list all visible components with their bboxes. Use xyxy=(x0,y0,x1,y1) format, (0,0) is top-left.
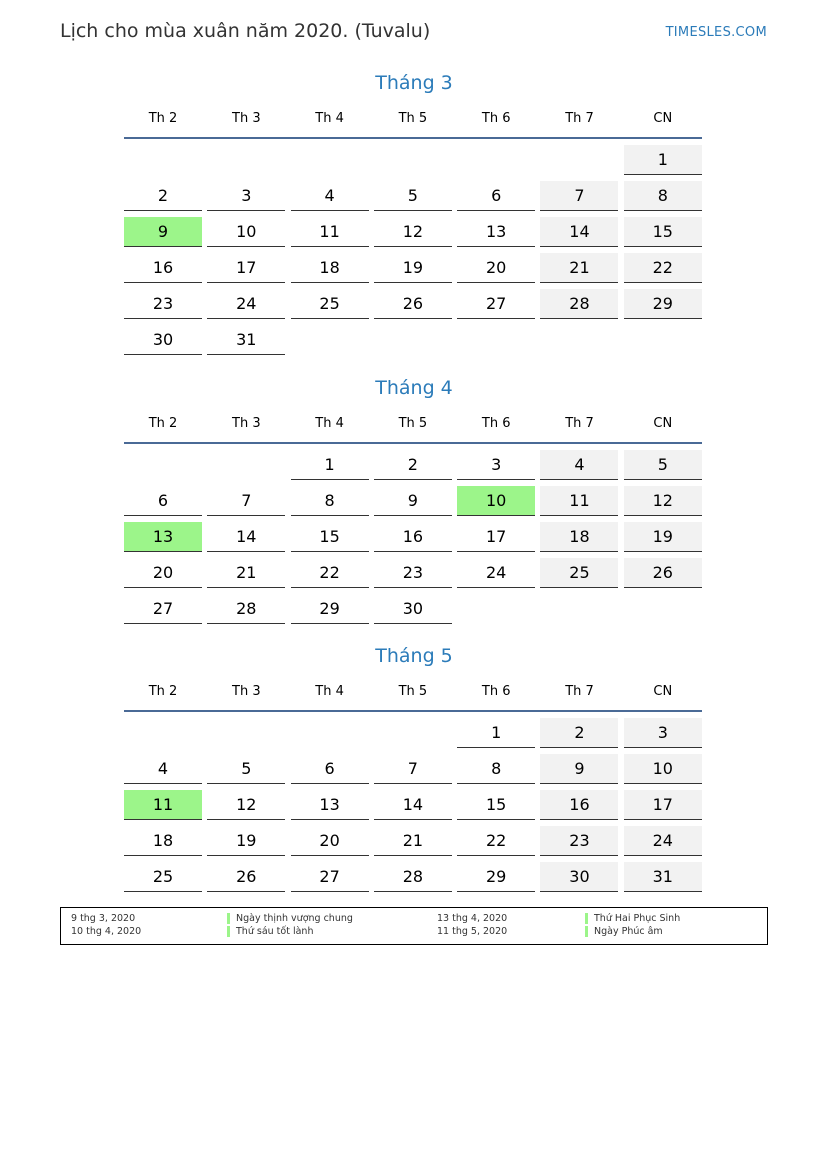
day-grid xyxy=(124,145,704,355)
day-cell: 5 xyxy=(374,181,452,211)
day-cell: 26 xyxy=(374,289,452,319)
day-cell: 18 xyxy=(124,826,202,856)
holiday-day-cell: 9 xyxy=(124,217,202,247)
day-cell: 31 xyxy=(624,862,702,892)
legend-date: 13 thg 4, 2020 xyxy=(437,913,508,924)
day-cell: 5 xyxy=(624,450,702,480)
month-calendar xyxy=(124,641,704,892)
empty-cell xyxy=(457,145,535,175)
day-cell: 21 xyxy=(540,253,618,283)
weekday-label: Th 5 xyxy=(398,684,428,699)
empty-cell xyxy=(540,145,618,175)
weekday-label: Th 2 xyxy=(148,684,178,699)
day-cell: 8 xyxy=(457,754,535,784)
empty-cell xyxy=(124,718,202,748)
day-cell: 1 xyxy=(291,450,369,480)
empty-cell xyxy=(124,450,202,480)
weekday-label: Th 4 xyxy=(315,416,344,431)
day-cell: 7 xyxy=(540,181,618,211)
day-cell: 16 xyxy=(124,253,202,283)
holiday-legend xyxy=(60,907,768,945)
day-cell: 3 xyxy=(207,181,285,211)
month-title: Tháng 4 xyxy=(375,377,453,399)
day-cell: 16 xyxy=(540,790,618,820)
weekday-label: Th 7 xyxy=(565,111,594,126)
day-cell: 16 xyxy=(374,522,452,552)
day-cell: 30 xyxy=(540,862,618,892)
day-cell: 20 xyxy=(457,253,535,283)
day-cell: 3 xyxy=(457,450,535,480)
day-cell: 27 xyxy=(291,862,369,892)
day-cell: 12 xyxy=(207,790,285,820)
day-cell: 23 xyxy=(124,289,202,319)
day-cell: 15 xyxy=(624,217,702,247)
day-cell: 2 xyxy=(124,181,202,211)
day-cell: 22 xyxy=(457,826,535,856)
day-cell: 19 xyxy=(374,253,452,283)
day-grid xyxy=(124,450,704,624)
weekday-label: Th 7 xyxy=(565,416,594,431)
day-cell: 22 xyxy=(291,558,369,588)
legend-name: Ngày Phúc âm xyxy=(585,926,663,937)
day-cell: 28 xyxy=(374,862,452,892)
day-cell: 6 xyxy=(291,754,369,784)
empty-cell xyxy=(291,718,369,748)
weekday-label: CN xyxy=(653,684,673,699)
day-cell: 18 xyxy=(291,253,369,283)
day-cell: 1 xyxy=(624,145,702,175)
day-cell: 8 xyxy=(291,486,369,516)
weekday-header xyxy=(124,104,704,134)
day-cell: 4 xyxy=(124,754,202,784)
day-cell: 9 xyxy=(540,754,618,784)
weekday-label: Th 4 xyxy=(315,684,344,699)
day-cell: 3 xyxy=(624,718,702,748)
day-cell: 14 xyxy=(207,522,285,552)
day-cell: 22 xyxy=(624,253,702,283)
holiday-day-cell: 13 xyxy=(124,522,202,552)
brand-link[interactable]: TIMESLES.COM xyxy=(665,25,767,40)
weekday-label: CN xyxy=(653,416,673,431)
weekday-label: Th 3 xyxy=(232,111,261,126)
weekday-label: Th 2 xyxy=(148,416,178,431)
day-cell: 10 xyxy=(624,754,702,784)
day-cell: 6 xyxy=(457,181,535,211)
day-cell: 28 xyxy=(540,289,618,319)
day-cell: 12 xyxy=(624,486,702,516)
empty-cell xyxy=(374,718,452,748)
weekday-label: CN xyxy=(653,111,673,126)
day-cell: 17 xyxy=(624,790,702,820)
day-cell: 19 xyxy=(207,826,285,856)
holiday-day-cell: 11 xyxy=(124,790,202,820)
day-cell: 29 xyxy=(457,862,535,892)
day-cell: 27 xyxy=(124,594,202,624)
weekday-label: Th 5 xyxy=(398,111,428,126)
empty-cell xyxy=(291,145,369,175)
day-cell: 24 xyxy=(457,558,535,588)
month-calendar xyxy=(124,373,704,624)
day-cell: 28 xyxy=(207,594,285,624)
weekday-header xyxy=(124,677,704,707)
day-cell: 30 xyxy=(124,325,202,355)
legend-date: 9 thg 3, 2020 xyxy=(71,913,136,924)
day-cell: 17 xyxy=(457,522,535,552)
day-cell: 1 xyxy=(457,718,535,748)
day-cell: 31 xyxy=(207,325,285,355)
day-cell: 17 xyxy=(207,253,285,283)
day-cell: 11 xyxy=(291,217,369,247)
day-cell: 7 xyxy=(374,754,452,784)
day-cell: 25 xyxy=(291,289,369,319)
day-cell: 30 xyxy=(374,594,452,624)
weekday-label: Th 3 xyxy=(232,416,261,431)
day-cell: 5 xyxy=(207,754,285,784)
legend-name: Ngày thịnh vượng chung xyxy=(227,913,353,924)
day-cell: 2 xyxy=(374,450,452,480)
weekday-label: Th 7 xyxy=(565,684,594,699)
day-cell: 27 xyxy=(457,289,535,319)
empty-cell xyxy=(124,145,202,175)
page-title: Lịch cho mùa xuân năm 2020. (Tuvalu) xyxy=(60,20,431,42)
day-cell: 24 xyxy=(624,826,702,856)
month-calendar xyxy=(124,68,704,355)
day-cell: 12 xyxy=(374,217,452,247)
day-cell: 19 xyxy=(624,522,702,552)
day-cell: 10 xyxy=(207,217,285,247)
month-title: Tháng 5 xyxy=(375,645,453,667)
day-cell: 15 xyxy=(457,790,535,820)
day-cell: 9 xyxy=(374,486,452,516)
day-cell: 21 xyxy=(374,826,452,856)
day-cell: 26 xyxy=(624,558,702,588)
day-cell: 29 xyxy=(291,594,369,624)
day-cell: 21 xyxy=(207,558,285,588)
empty-cell xyxy=(207,450,285,480)
day-cell: 25 xyxy=(124,862,202,892)
weekday-label: Th 5 xyxy=(398,416,428,431)
day-cell: 13 xyxy=(457,217,535,247)
holiday-day-cell: 10 xyxy=(457,486,535,516)
day-cell: 13 xyxy=(291,790,369,820)
header-divider xyxy=(124,137,702,139)
day-cell: 8 xyxy=(624,181,702,211)
day-cell: 7 xyxy=(207,486,285,516)
legend-date: 10 thg 4, 2020 xyxy=(71,926,142,937)
header-divider xyxy=(124,442,702,444)
day-cell: 29 xyxy=(624,289,702,319)
day-cell: 23 xyxy=(540,826,618,856)
weekday-header xyxy=(124,409,704,439)
header-divider xyxy=(124,710,702,712)
weekday-label: Th 4 xyxy=(315,111,344,126)
weekday-label: Th 2 xyxy=(148,111,178,126)
day-cell: 4 xyxy=(291,181,369,211)
month-title: Tháng 3 xyxy=(375,72,453,94)
weekday-label: Th 6 xyxy=(481,111,511,126)
day-cell: 23 xyxy=(374,558,452,588)
day-cell: 24 xyxy=(207,289,285,319)
legend-name: Thứ sáu tốt lành xyxy=(227,926,313,937)
day-cell: 6 xyxy=(124,486,202,516)
day-cell: 20 xyxy=(291,826,369,856)
empty-cell xyxy=(374,145,452,175)
legend-date: 11 thg 5, 2020 xyxy=(437,926,508,937)
day-cell: 26 xyxy=(207,862,285,892)
day-cell: 14 xyxy=(374,790,452,820)
day-cell: 4 xyxy=(540,450,618,480)
weekday-label: Th 3 xyxy=(232,684,261,699)
day-cell: 2 xyxy=(540,718,618,748)
day-cell: 11 xyxy=(540,486,618,516)
day-cell: 14 xyxy=(540,217,618,247)
day-cell: 20 xyxy=(124,558,202,588)
weekday-label: Th 6 xyxy=(481,416,511,431)
legend-name: Thứ Hai Phục Sinh xyxy=(585,913,680,924)
empty-cell xyxy=(207,145,285,175)
day-cell: 18 xyxy=(540,522,618,552)
weekday-label: Th 6 xyxy=(481,684,511,699)
empty-cell xyxy=(207,718,285,748)
day-grid xyxy=(124,718,704,892)
day-cell: 15 xyxy=(291,522,369,552)
day-cell: 25 xyxy=(540,558,618,588)
